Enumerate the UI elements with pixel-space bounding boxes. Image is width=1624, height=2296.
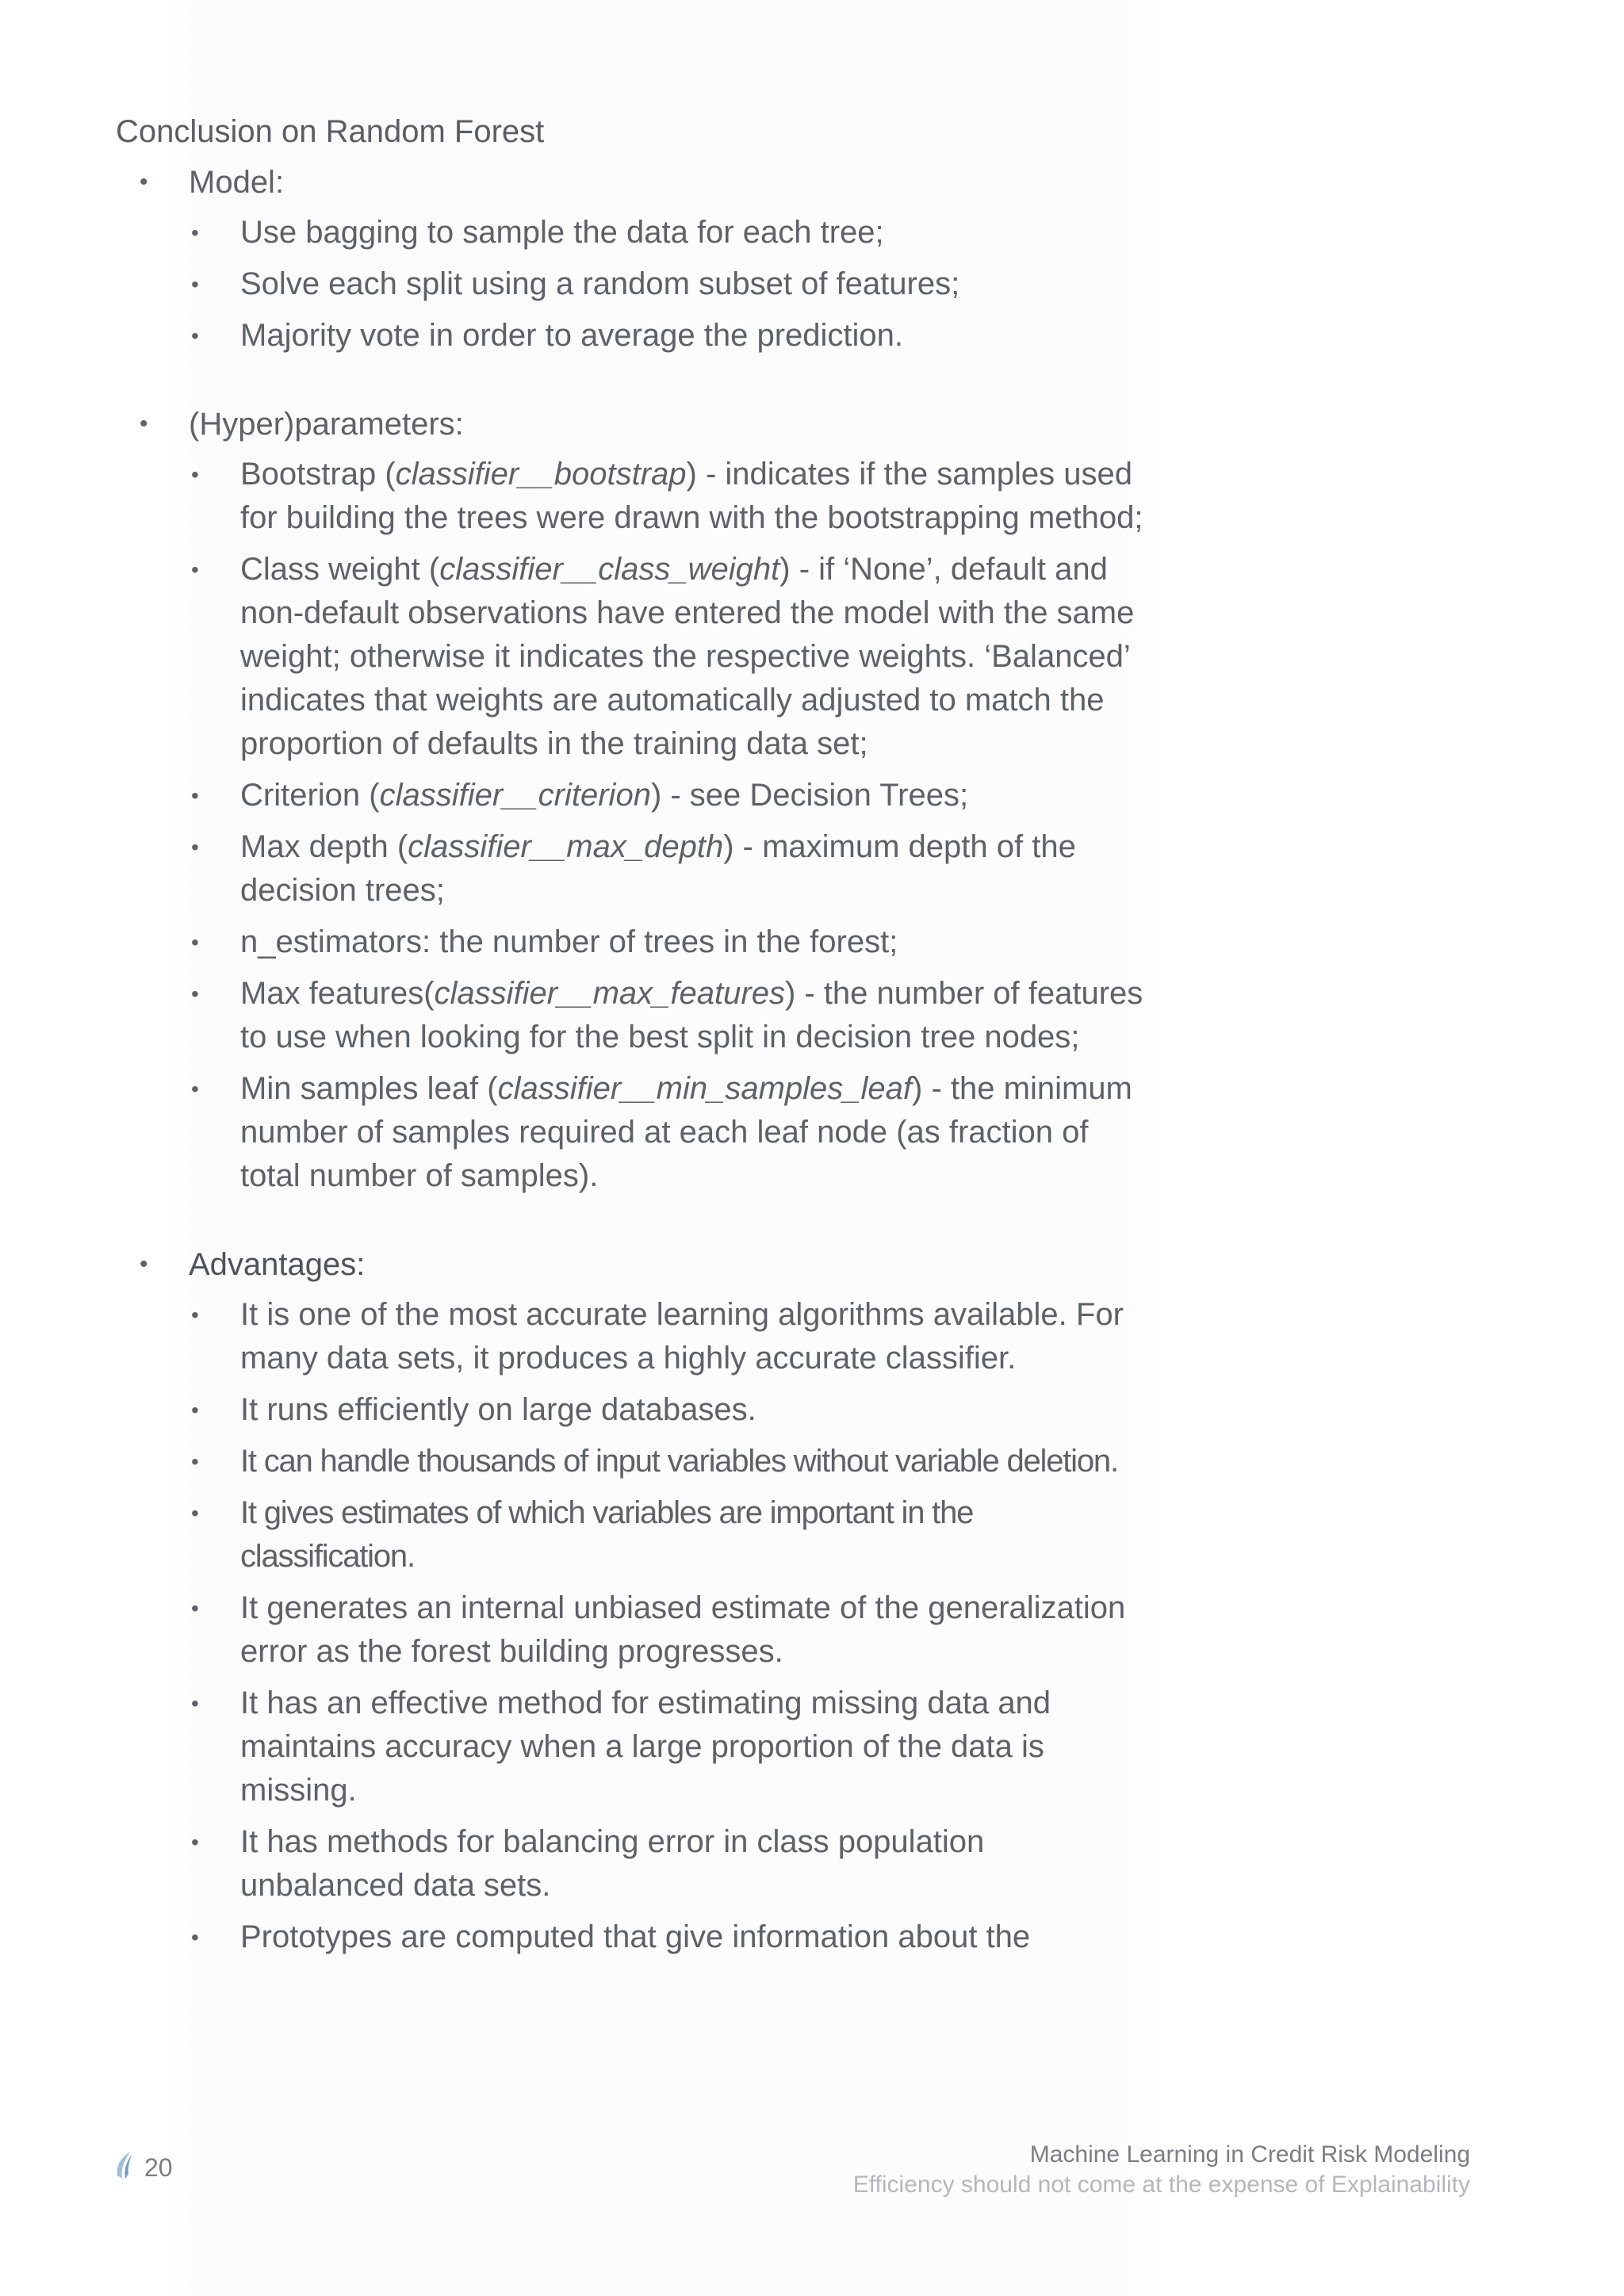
bullet-icon: • bbox=[191, 982, 199, 1006]
bullet-icon: • bbox=[140, 411, 148, 437]
list-item-text: It runs efficiently on large databases. bbox=[240, 1392, 756, 1427]
list-item bbox=[189, 1820, 1147, 1908]
bullet-icon: • bbox=[191, 272, 199, 297]
parameter-code: classifier__min_samples_leaf bbox=[497, 1071, 913, 1106]
list-item bbox=[189, 1293, 1147, 1380]
bullet-icon: • bbox=[191, 835, 199, 859]
bullet-icon: • bbox=[191, 1398, 199, 1422]
list-item bbox=[189, 314, 1147, 358]
parameter-name: n_estimators: the number of trees in the forest; bbox=[240, 924, 898, 959]
bullet-icon: • bbox=[191, 930, 199, 955]
list-item-text: Prototypes are computed that give information about the bbox=[240, 1919, 1031, 1954]
model-sublist bbox=[189, 211, 1147, 358]
parameter-code: classifier__class_weight bbox=[439, 552, 780, 587]
list-item bbox=[189, 1586, 1147, 1674]
top-level-list bbox=[116, 160, 1147, 1959]
parameter-name: Bootstrap ( bbox=[240, 457, 396, 492]
list-item-text: It can handle thousands of input variables without variable deletion. bbox=[240, 1444, 1118, 1479]
bullet-icon: • bbox=[191, 1449, 198, 1474]
parameter-item bbox=[189, 774, 1147, 817]
list-item bbox=[189, 1388, 1147, 1432]
list-item bbox=[189, 1915, 1147, 1959]
list-item bbox=[189, 262, 1147, 306]
list-item-text: Use bagging to sample the data for each tree; bbox=[240, 215, 884, 250]
parameter-desc: ) - the number of features to use when looking for the best split in decision tree nodes; bbox=[240, 976, 1143, 1054]
leaf-logo-icon bbox=[114, 2150, 133, 2180]
list-item bbox=[189, 211, 1147, 254]
parameter-name: Criterion ( bbox=[240, 778, 380, 813]
list-item-text: Majority vote in order to average the prediction. bbox=[240, 318, 903, 353]
bullet-icon: • bbox=[191, 1303, 199, 1327]
list-item-advantages bbox=[116, 1242, 1147, 1959]
document-body bbox=[116, 109, 1147, 1967]
list-item-text: It generates an internal unbiased estimate of the generalization error as the forest building progresses. bbox=[240, 1590, 1126, 1669]
bullet-icon: • bbox=[191, 1596, 199, 1621]
bullet-icon: • bbox=[191, 1077, 199, 1101]
parameter-desc: ) - if ‘None’, default and non-default observations have entered the model with the same weight; otherwise it indicates the respective weights. ‘Balanced’ indicates that weights are automatically adjusted to match the proportion of defaults in the training data set; bbox=[240, 552, 1135, 761]
advantages-sublist bbox=[189, 1293, 1147, 1959]
model-label: Model: bbox=[189, 165, 285, 200]
parameters-label: (Hyper)parameters: bbox=[189, 407, 464, 442]
parameter-item bbox=[189, 453, 1147, 540]
list-item bbox=[189, 1440, 1147, 1483]
parameter-item bbox=[189, 920, 1147, 964]
parameter-desc: ) - see Decision Trees; bbox=[650, 778, 969, 813]
parameter-desc: ) - indicates if the samples used for building the trees were drawn with the bootstrapping method; bbox=[240, 457, 1143, 535]
parameter-item bbox=[189, 825, 1147, 913]
footer-title: Machine Learning in Credit Risk Modeling bbox=[1029, 2141, 1470, 2168]
list-item-text: It has methods for balancing error in class population unbalanced data sets. bbox=[240, 1824, 985, 1903]
parameter-name: Class weight ( bbox=[240, 552, 440, 587]
footer-subtitle: Efficiency should not come at the expense of Explainability bbox=[852, 2172, 1470, 2198]
parameter-item bbox=[189, 972, 1147, 1059]
advantages-label: Advantages: bbox=[189, 1247, 366, 1282]
bullet-icon: • bbox=[191, 220, 199, 245]
bullet-icon: • bbox=[191, 1691, 199, 1716]
parameters-sublist bbox=[189, 453, 1147, 1198]
bullet-icon: • bbox=[140, 1251, 148, 1277]
parameter-name: Max features( bbox=[240, 976, 435, 1011]
parameter-code: classifier__max_features bbox=[434, 976, 785, 1011]
list-item-text: It gives estimates of which variables are important in the classification. bbox=[240, 1495, 974, 1574]
parameter-name: Max depth ( bbox=[240, 829, 408, 864]
parameter-desc: ) - maximum depth of the decision trees; bbox=[240, 829, 1076, 908]
bullet-icon: • bbox=[191, 557, 199, 582]
parameter-desc: ) - the minimum number of samples required at each leaf node (as fraction of total number of samples). bbox=[240, 1071, 1132, 1193]
parameter-item bbox=[189, 548, 1147, 766]
bullet-icon: • bbox=[191, 1925, 199, 1950]
parameter-code: classifier__max_depth bbox=[408, 829, 724, 864]
bullet-icon: • bbox=[140, 169, 148, 195]
bullet-icon: • bbox=[191, 783, 199, 808]
list-item-model bbox=[116, 160, 1147, 358]
bullet-icon: • bbox=[191, 323, 199, 348]
parameter-code: classifier__bootstrap bbox=[395, 457, 687, 492]
list-item bbox=[189, 1682, 1147, 1812]
list-item bbox=[189, 1491, 1147, 1578]
list-item-parameters bbox=[116, 402, 1147, 1198]
bullet-icon: • bbox=[191, 1830, 199, 1854]
parameter-item bbox=[189, 1067, 1147, 1198]
parameter-code: classifier__criterion bbox=[379, 778, 651, 813]
parameter-name: Min samples leaf ( bbox=[240, 1071, 498, 1106]
list-item-text: It is one of the most accurate learning algorithms available. For many data sets, it produces a highly accurate classifier. bbox=[240, 1297, 1124, 1376]
bullet-icon: • bbox=[191, 1501, 198, 1525]
page-number: 20 bbox=[144, 2153, 173, 2182]
list-item-text: Solve each split using a random subset of features; bbox=[240, 266, 960, 301]
bullet-icon: • bbox=[191, 462, 199, 487]
section-heading: Conclusion on Random Forest bbox=[116, 114, 545, 149]
list-item-text: It has an effective method for estimating missing data and maintains accuracy when a large proportion of the data is missing. bbox=[240, 1686, 1051, 1808]
